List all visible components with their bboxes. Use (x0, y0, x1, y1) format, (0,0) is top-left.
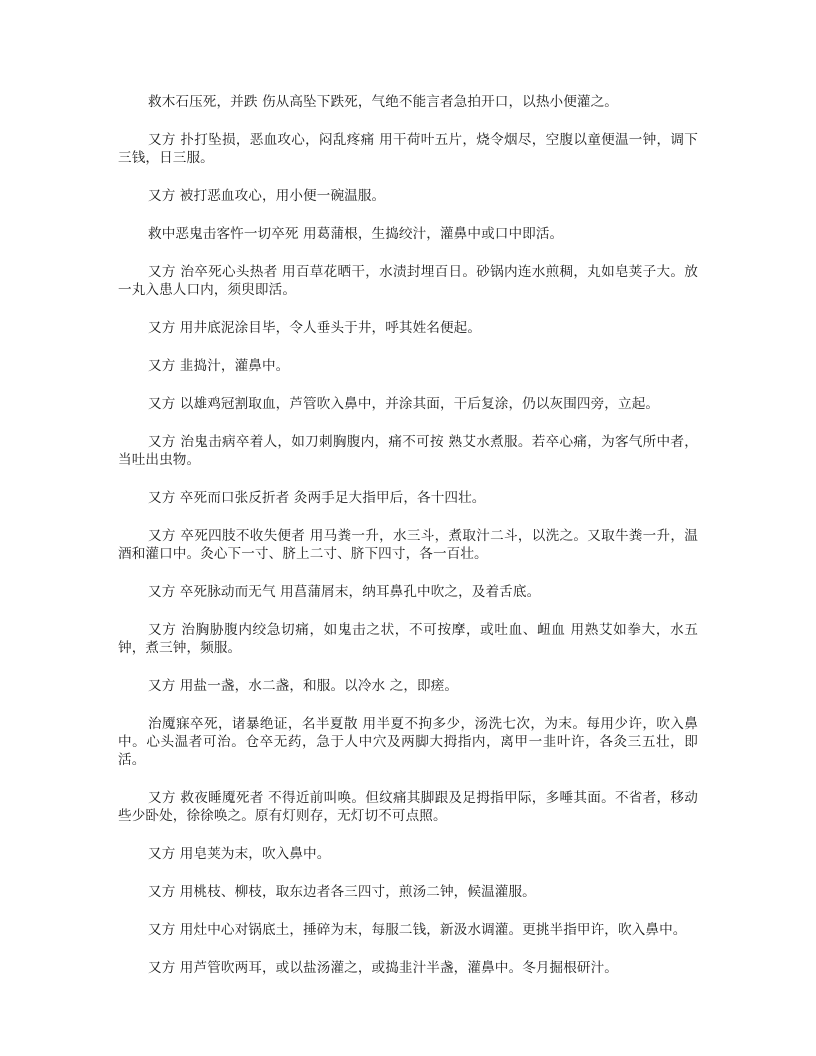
paragraph: 又方 用盐一盏，水二盏，和服。以冷水 之，即瘥。 (148, 678, 459, 694)
document-body (118, 93, 698, 977)
paragraph: 又方 用灶中心对锅底土，捶碎为末，每服二钱，新汲水调灌。更挑半指甲许，吹入鼻中。 (148, 922, 687, 938)
paragraph: 又方 卒死四肢不收失便者 用马粪一升，水三斗，煮取汁二斗，以洗之。又取牛粪一升，温酒和灌口中。灸心下一寸、脐上二寸、脐下四寸，各一百壮。 (118, 528, 698, 562)
paragraph: 又方 扑打坠损，恶血攻心，闷乱疼痛 用干荷叶五片，烧令烟尽，空腹以童便温一钟，调下三钱，日三服。 (118, 132, 698, 166)
paragraph: 又方 用皂荚为末，吹入鼻中。 (148, 846, 331, 862)
paragraph: 又方 救夜睡魇死者 不得近前叫唤。但纹痛其脚跟及足拇指甲际，多唾其面。不省者，移动些少卧处，徐徐唤之。原有灯则存，无灯切不可点照。 (118, 790, 698, 824)
paragraph: 又方 韭捣汁，灌鼻中。 (148, 358, 290, 374)
paragraph: 又方 用桃枝、柳枝，取东边者各三四寸，煎汤二钟，候温灌服。 (148, 884, 536, 900)
paragraph: 又方 治卒死心头热者 用百草花晒干，水渍封埋百日。砂锅内连水煎稠，丸如皂荚子大。放一丸入患人口内，须臾即活。 (118, 264, 698, 298)
paragraph: 又方 卒死而口张反折者 灸两手足大指甲后，各十四壮。 (148, 490, 486, 506)
paragraph: 救木石压死，并跌 伤从高坠下跌死，气绝不能言者急拍开口，以热小便灌之。 (148, 94, 619, 110)
paragraph: 救中恶鬼击客忤一切卒死 用葛蒲根，生捣绞汁，灌鼻中或口中即活。 (148, 226, 564, 242)
paragraph: 又方 治胸胁腹内绞急切痛，如鬼击之状，不可按摩，或吐血、衄血 用熟艾如拳大，水五钟，煮三钟，频服。 (118, 622, 698, 656)
paragraph: 又方 以雄鸡冠割取血，芦管吹入鼻中，并涂其面，干后复涂，仍以灰围四旁，立起。 (148, 396, 660, 412)
paragraph: 又方 用井底泥涂目毕，令人垂头于井，呼其姓名便起。 (148, 320, 482, 336)
paragraph: 又方 卒死脉动而无气 用菖蒲屑末，纳耳鼻孔中吹之，及着舌底。 (148, 584, 541, 600)
paragraph: 治魇寐卒死，诸暴绝证，名半夏散 用半夏不拘多少，汤洗七次，为末。每用少许，吹入鼻中。心头温者可治。仓卒无药，急于人中穴及两脚大拇指内，离甲一韭叶许，各灸三五壮，即活。 (118, 716, 698, 768)
paragraph: 又方 用芦管吹两耳，或以盐汤灌之，或捣韭汁半盏，灌鼻中。冬月掘根研汁。 (148, 960, 619, 976)
paragraph: 又方 治鬼击病卒着人，如刀刺胸腹内，痛不可按 熟艾水煮服。若卒心痛，为客气所中者，当吐出虫物。 (118, 434, 698, 468)
paragraph: 又方 被打恶血攻心，用小便一碗温服。 (148, 188, 386, 204)
